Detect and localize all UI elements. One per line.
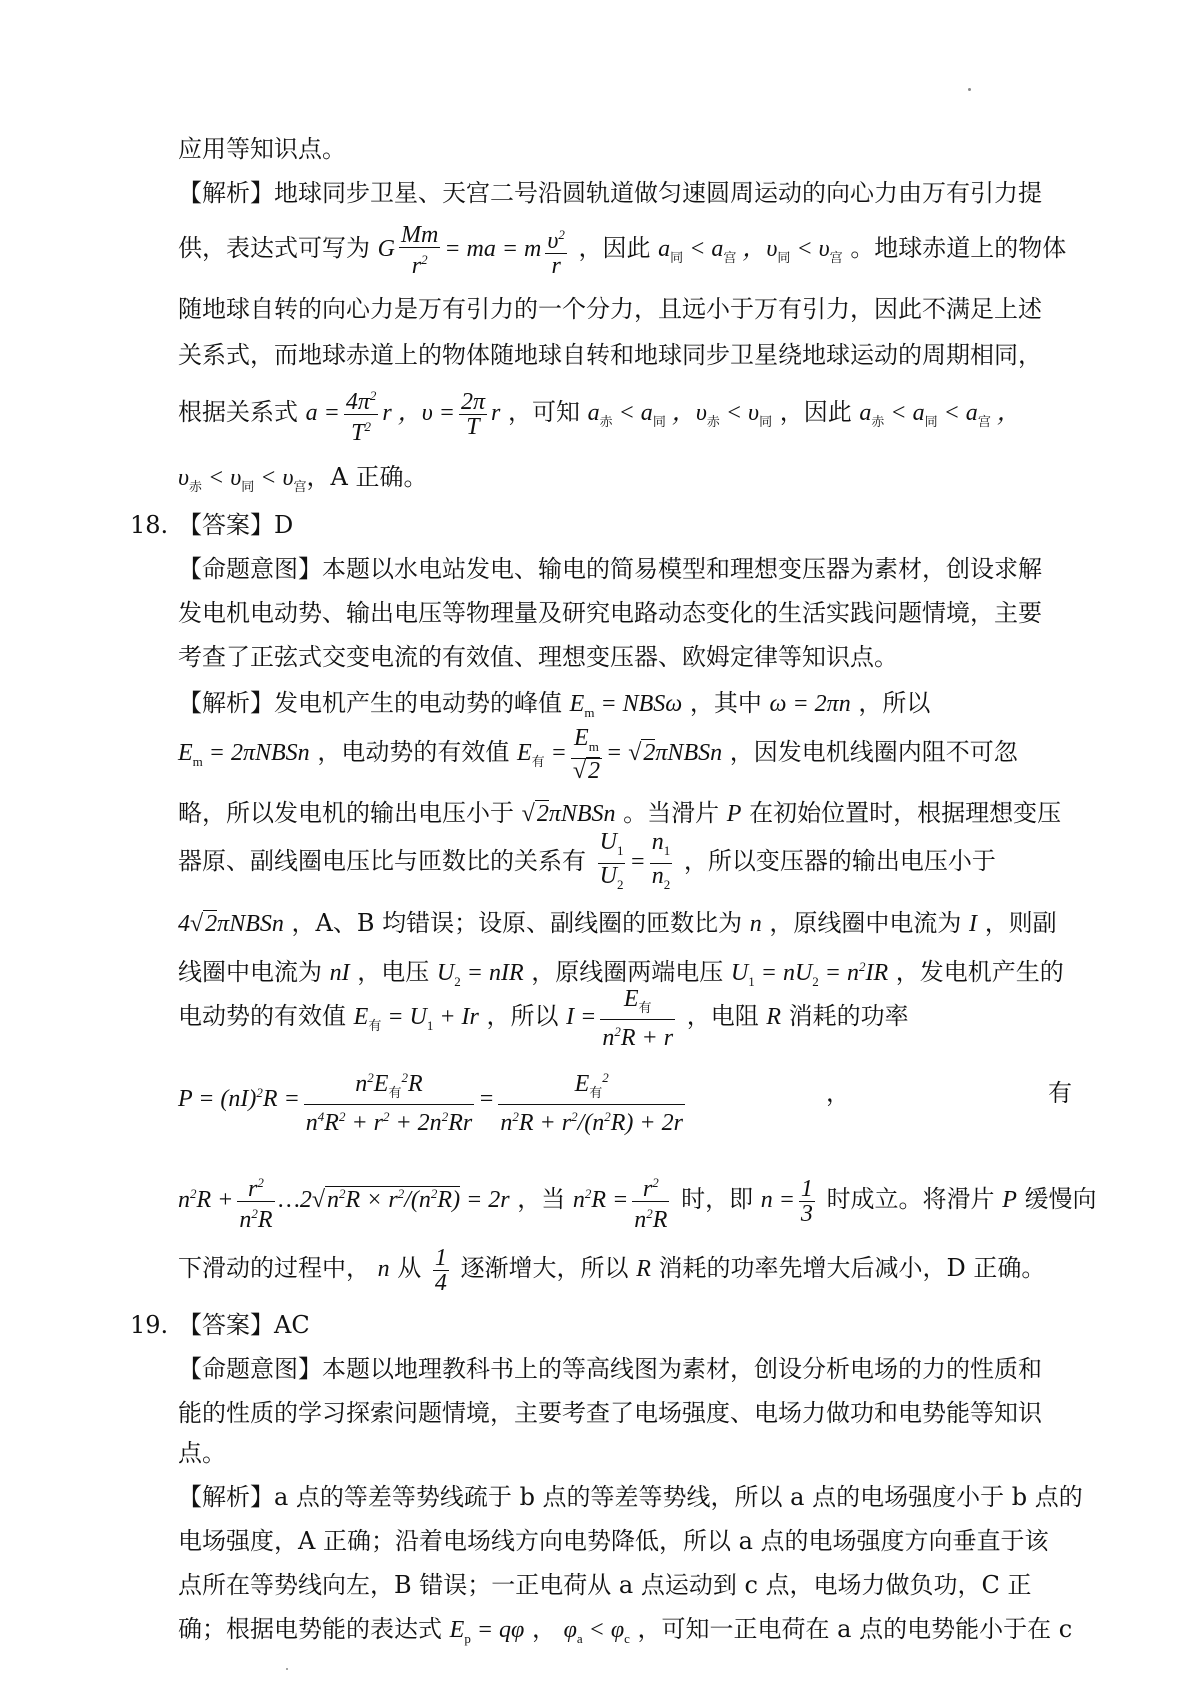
text-span: 能的性质的学习探索问题情境，主要考查了电场强度、电场力做功和电势能等知识 — [178, 1399, 1042, 1427]
formula-inequality: $a_同 < a_宫$ ，$\upsilon_同 < \upsilon_宫$ — [658, 236, 843, 265]
text-span: ，当 — [517, 1185, 566, 1213]
answer-line — [178, 508, 1078, 542]
text-span: 考查了正弦式交变电流的有效值、理想变压器、欧姆定律等知识点。 — [178, 643, 898, 671]
question-number: 19. — [130, 1311, 169, 1339]
text-line — [178, 1164, 1097, 1233]
text-span: 【命题意图】本题以水电站发电、输电的简易模型和理想变压器为素材，创设求解 — [178, 555, 1042, 583]
formula-rms-sum: $E_有 = U_1 + Ir$ — [353, 1004, 479, 1033]
text-span: 从 — [397, 1254, 422, 1282]
formula-quarter: $\frac{1}{4}$ — [434, 1244, 447, 1296]
text-line — [178, 132, 1078, 166]
formula-n-value: n = $\frac{1}{3}$ — [760, 1175, 813, 1227]
text-span: ， — [826, 1079, 850, 1107]
text-span: 电动势的有效值 — [178, 1002, 346, 1030]
text-span: ，电压 — [357, 958, 430, 986]
text-span: ，原线圈中电流为 — [769, 909, 962, 937]
text-span: ，因此 — [578, 234, 651, 262]
text-line — [178, 1568, 1078, 1602]
text-span: ，A 正确。 — [306, 463, 428, 491]
text-span: ， — [531, 1615, 556, 1643]
text-span: 在初始位置时，根据理想变压 — [749, 799, 1062, 827]
formula-u2: $U_2$ = nIR — [436, 960, 524, 989]
answer-line — [178, 1308, 1078, 1342]
text-span: ，A、B 均错误；设原、副线圈的匝数比为 — [291, 909, 743, 937]
text-span: 关系式，而地球赤道上的物体随地球自转和地球同步卫星绕地球运动的周期相同， — [178, 341, 1042, 369]
text-line — [178, 338, 1078, 372]
symbol-I: I — [969, 911, 978, 937]
formula-peak-emf: $E_m$ = 2πNBSn — [178, 740, 310, 769]
text-line — [178, 596, 1078, 630]
formula-turns-ratio: $\frac{U_1}{U_2}$ = $\frac{n_1}{n_2}$ — [599, 829, 671, 892]
text-line — [178, 1048, 1078, 1144]
text-span: 逐渐增大，所以 — [460, 1254, 629, 1282]
text-span: 点所在等势线向左，B 错误；一正电荷从 a 点运动到 c 点，电场力做负功，C 正 — [178, 1571, 1032, 1599]
text-span: 随地球自转的向心力是万有引力的一个分力，且远小于万有引力，因此不满足上述 — [178, 295, 1042, 323]
text-span: 。当滑片 — [623, 799, 720, 827]
formula-rms-emf: $E_有$ = $\frac{E_m}{√2}$ = √2πNBSn — [516, 724, 723, 785]
formula-omega: ω = 2πn — [769, 691, 851, 717]
text-span: 线圈中电流为 — [178, 958, 322, 986]
text-span: 供，表达式可写为 — [178, 234, 370, 262]
text-span: ，原线圈两端电压 — [531, 958, 724, 986]
symbol-n: n — [377, 1256, 390, 1282]
text-span: ，电阻 — [686, 1002, 759, 1030]
formula-inequality: $a_赤 < a_同 < a_宫$ ， — [859, 400, 1021, 429]
formula-power: P = (nI)$^2$R = $\frac{n^2E_有^2R}{n^4R^2 + r^2 + 2n^2Rr}$ = $\frac{E_有^2}{n^2R + r^2/(n^2R) + 2r}$ — [178, 1086, 689, 1112]
text-span: ，因此 — [779, 398, 852, 426]
formula-amgm: $n^2R$ + $\frac{r^2}{n^2R}$ $\dots 2√n^2R \times r^2/(n^2R) = 2r$ — [178, 1187, 510, 1213]
text-line — [178, 552, 1078, 586]
text-span: ，所以 — [486, 1002, 559, 1030]
symbol-R: R — [636, 1256, 651, 1282]
formula-centripetal: a = $\frac{4\pi^2}{T^2}$ r ，υ = $\frac{2\pi}{T}$ r — [306, 400, 501, 426]
scan-speck — [968, 88, 971, 91]
text-span: ，所以变压器的输出电压小于 — [683, 846, 996, 875]
formula-potential-compare: $\varphi_a < \varphi_c$ — [563, 1617, 630, 1646]
text-span: 【命题意图】本题以地理教科书上的等高线图为素材，创设分析电场的力的性质和 — [178, 1355, 1042, 1383]
text-span: 应用等知识点。 — [178, 135, 346, 163]
text-span: ，其中 — [689, 689, 762, 717]
text-span: 时，即 — [681, 1185, 754, 1213]
text-span: 【解析】a 点的等差等势线疏于 b 点的等差等势线，所以 a 点的电场强度小于 b 点的 — [178, 1483, 1083, 1511]
text-line — [178, 292, 1078, 326]
text-span: 时成立。将滑片 — [826, 1185, 995, 1213]
text-span: 点。 — [178, 1439, 226, 1467]
symbol-R: R — [766, 1004, 782, 1030]
text-line — [178, 1396, 1078, 1430]
text-line — [178, 986, 1078, 1056]
question-number: 18. — [130, 511, 169, 539]
text-span: 下滑动的过程中， — [178, 1254, 370, 1282]
text-line — [178, 1436, 1078, 1470]
text-span: 略，所以发电机的输出电压小于 — [178, 799, 514, 827]
text-line — [178, 1612, 1078, 1656]
text-line — [178, 382, 1078, 452]
text-span: 有 — [1048, 1079, 1072, 1107]
text-span: 消耗的功率 — [788, 1002, 909, 1030]
text-line — [178, 906, 1078, 941]
formula-inequality: $\upsilon_赤 < \upsilon_同 < \upsilon_宫$ — [178, 465, 307, 494]
symbol-P: P — [726, 801, 742, 827]
scan-speck — [286, 1668, 288, 1670]
text-line — [178, 796, 1078, 831]
text-span: 缓慢向 — [1024, 1185, 1097, 1213]
formula-inequality: $a_赤 < a_同$ ，$\upsilon_赤 < \upsilon_同$ — [587, 400, 773, 429]
text-span: 【解析】发电机产生的电动势的峰值 — [178, 689, 562, 717]
formula-u1: $U_1 = nU_2 = n^2IR$ — [730, 959, 889, 989]
text-span: ，因发电机线圈内阻不可忽 — [729, 738, 1018, 766]
formula-equality: $n^2R$ = $\frac{r^2}{n^2R}$ — [573, 1187, 674, 1213]
text-span: ，电动势的有效值 — [317, 738, 510, 766]
text-line — [178, 1352, 1078, 1386]
text-line — [178, 722, 1078, 792]
text-span: ，可知一正电荷在 a 点的电势能小于在 c — [637, 1615, 1073, 1643]
text-span: 根据关系式 — [178, 398, 298, 426]
text-span: 电场强度，A 正确；沿着电场线方向电势降低，所以 a 点的电场强度方向垂直于该 — [178, 1527, 1049, 1555]
symbol-P: P — [1002, 1187, 1017, 1213]
text-span: 消耗的功率先增大后减小，D 正确。 — [658, 1254, 1046, 1282]
text-span: 【答案】D — [178, 511, 294, 539]
formula-rms-emf: √2πNBSn — [521, 801, 616, 827]
formula-current: I = $\frac{E_有}{n^2R + r}$ — [566, 985, 674, 1052]
text-line — [178, 176, 1078, 210]
text-line — [178, 218, 1078, 288]
text-span: 发电机电动势、输出电压等物理量及研究电路动态变化的生活实践问题情境，主要 — [178, 599, 1042, 627]
text-span: 器原、副线圈电压比与匝数比的关系有 — [178, 846, 586, 875]
text-line — [178, 1524, 1078, 1558]
formula-gravity: G $\frac{Mm}{r^2}$ = ma = m $\frac{\upsilon^2}{r}$ — [377, 221, 565, 279]
formula-output-limit: 4√2πNBSn — [178, 911, 284, 937]
text-span: ，则副 — [984, 909, 1057, 937]
text-span: 。地球赤道上的物体 — [850, 234, 1067, 262]
text-span: ，所以 — [858, 689, 931, 717]
formula-peak-emf: $E_m = NBS\omega$ — [569, 691, 683, 720]
symbol-n: n — [749, 911, 762, 937]
text-span: ，可知 — [507, 398, 580, 426]
text-line — [178, 640, 1078, 674]
formula-potential-energy: $E_p = q\varphi$ — [449, 1617, 525, 1646]
text-line — [178, 460, 1078, 504]
text-span: 【解析】地球同步卫星、天宫二号沿圆轨道做匀速圆周运动的向心力由万有引力提 — [178, 179, 1042, 207]
text-line — [178, 830, 1078, 897]
text-span: ，发电机产生的 — [895, 958, 1064, 986]
text-line — [178, 1480, 1083, 1514]
text-line — [178, 1238, 1078, 1299]
text-span: 【答案】AC — [178, 1311, 310, 1339]
symbol-nI: nI — [329, 960, 350, 986]
text-span: 确；根据电势能的表达式 — [178, 1615, 442, 1643]
